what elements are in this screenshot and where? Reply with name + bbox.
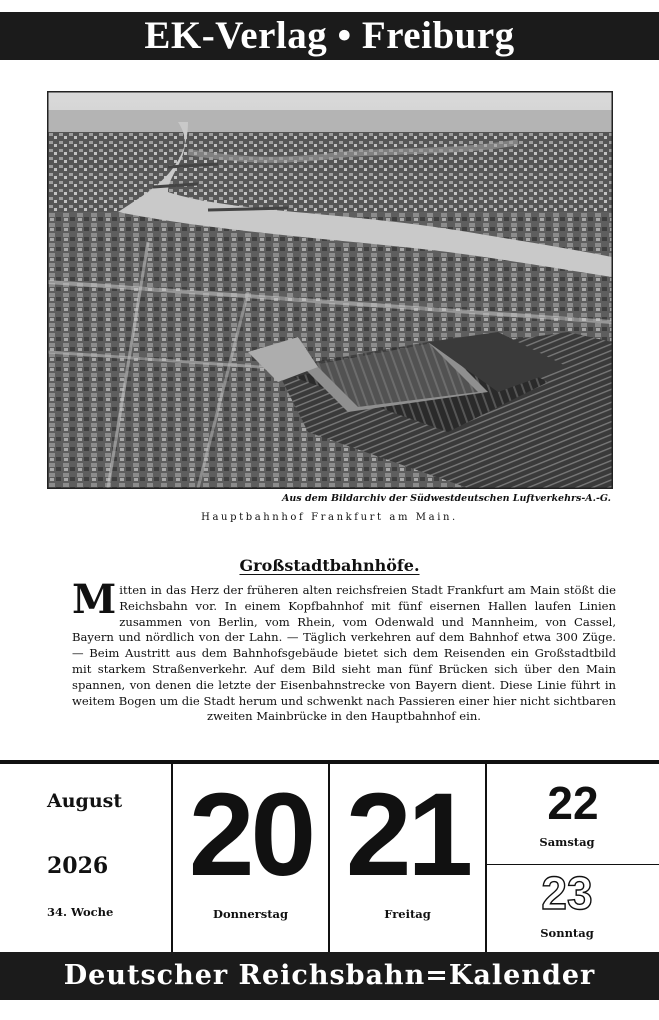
day-number-saturday: 22 [547,777,599,829]
day-name-sunday: Sonntag [540,926,594,940]
calendar-title-banner [0,952,659,1000]
aerial-photo [47,91,613,489]
article-dropcap: M [72,576,117,623]
photo-caption: Hauptbahnhof Frankfurt am Main. [201,512,458,523]
photo-credit: Aus dem Bildarchiv der Südwestdeutschen Luftverkehrs-A.-G. [282,493,611,504]
day-name-friday: Freitag [384,907,431,921]
calendar-month: August [47,790,123,812]
article-text: itten in das Herz der früheren alten reichsfreien Stadt Frankfurt am Main stößt die Reichsbahn vor. In einem Kopfbahnhof mit fünf eisernen Hallen laufen Linien zusammen von Berlin, vom Rhein, vom Odenwald und Mannheim, von Cassel, Bayern und nördlich von der Lahn. — Täglich verkehren auf dem Bahnhof etwa 300 Züge. — Beim Austritt aus dem Bahnhofsgebäude bietet sich dem Reisenden ein Großstadtbild mit starkem Straßenverkehr. Auf dem Bild sieht man fünf Brücken sich über den Main spannen, von denen die letzte der Eisenbahnstrecke von Bayern dient. Diese Linie führt in weitem Bogen um die Stadt herum und schwenkt nach Passieren einer hier nicht sichtbaren zweiten Mainbrücke in den Hauptbahnhof ein. [72,583,616,724]
article-title: Großstadtbahnhöfe. [239,556,420,575]
publisher-name: EK-Verlag • Freiburg [144,14,515,57]
day-name-saturday: Samstag [539,835,595,849]
calendar-title: Deutscher Reichsbahn=Kalender [63,960,596,991]
aerial-photo-illustration [48,92,612,488]
day-number-thursday: 20 [188,769,313,901]
weekend-divider [487,864,659,865]
day-number-sunday: 23 [541,867,593,919]
day-number-friday: 21 [345,769,470,901]
calendar-year: 2026 [47,853,109,879]
day-name-thursday: Donnerstag [212,907,289,921]
publisher-banner [0,12,659,60]
calendar-week: 34. Woche [47,905,114,919]
article-body [72,576,616,725]
